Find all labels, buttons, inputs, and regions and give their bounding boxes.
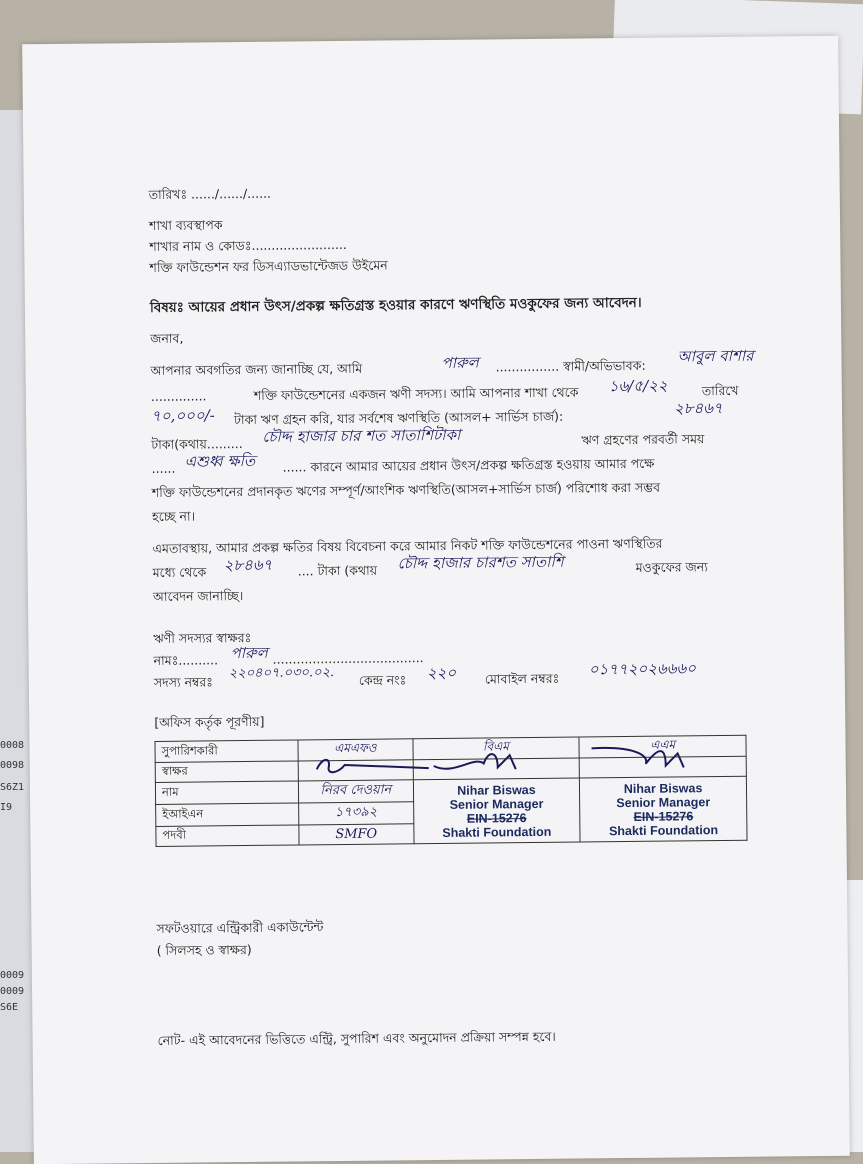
signature-mark bbox=[590, 743, 720, 774]
mfo-name: নিরব দেওয়ান bbox=[298, 780, 413, 803]
bm-stamp: Nihar Biswas Senior Manager EIN-15276 Shakti Foundation bbox=[413, 778, 580, 844]
mfo-ein: ১৭৩৯২ bbox=[299, 802, 414, 825]
am-signature bbox=[579, 756, 746, 778]
para1-line1-end: ................ স্বামী/অভিভাবক: bbox=[495, 357, 646, 375]
footer-note: নোট- এই আবেদনের ভিত্তিতে এন্ট্রি, সুপারিশ এবং অনুমোদন প্রক্রিয়া সম্পন্ন হবে। bbox=[157, 1028, 556, 1048]
col-header-bm: বিএম bbox=[413, 737, 580, 760]
para2-line1: এমতাবস্থায়, আমার প্রকল্প ক্ষতির বিষয় বিবেচনা করে আমার নিকট শক্তি ফাউন্ডেশনের পাওনা ঋণস্থিতির bbox=[152, 535, 663, 556]
handwritten-waive-words: চৌদ্দ হাজার চারশত সাতাশি bbox=[397, 552, 564, 573]
handwritten-center-number: ২২০ bbox=[426, 663, 457, 683]
handwritten-balance-words: চৌদ্দ হাজার চার শত সাতাশিটাকা bbox=[262, 425, 461, 446]
address-line-3: শক্তি ফাউন্ডেশন ফর ডিসএ্যাডভান্টেজড উইমেন bbox=[149, 257, 388, 275]
mfo-signature bbox=[298, 760, 413, 781]
accountant-line1: সফটওয়ারে এন্ট্রিকারী একাউন্টেন্ট bbox=[156, 919, 324, 936]
para1-line2-end: তারিখে bbox=[701, 382, 739, 399]
am-stamp: Nihar Biswas Senior Manager EIN-15276 Shakti Foundation bbox=[580, 776, 747, 842]
para1-line7: হচ্ছে না। bbox=[152, 508, 196, 524]
office-section-heading: [অফিস কর্তৃক পূরণীয়] bbox=[154, 713, 265, 730]
center-number-label: কেন্দ্র নংঃ bbox=[358, 672, 407, 688]
handwritten-member-name: পারুল bbox=[230, 643, 268, 663]
mfo-designation: SMFO bbox=[299, 824, 414, 845]
background-document-left: 0008 0098 S6Z1 I9 0009 0009 S6E bbox=[0, 110, 40, 1152]
para1-line6: শক্তি ফাউন্ডেশনের প্রদানকৃত ঋণের সম্পূর্ণ/আংশিক ঋণস্থিতি(আসল+সার্ভিস চার্জ) পরিশোধ করা সম্ভব bbox=[151, 479, 661, 500]
para1-line1-start: আপনার অবগতির জন্য জানাচ্ছি যে, আমি bbox=[150, 360, 363, 378]
signature-mark bbox=[423, 745, 553, 776]
member-name-dots: ...................................... bbox=[272, 650, 424, 667]
address-line-2: শাখার নাম ও কোডঃ........................ bbox=[149, 236, 347, 254]
date-line: তারিখঃ ....../....../...... bbox=[148, 185, 272, 202]
row-label-recommender: সুপারিশকারী bbox=[155, 740, 298, 762]
handwritten-balance: ২৮৪৬৭ bbox=[673, 398, 723, 418]
handwritten-applicant-name: পারুল bbox=[441, 353, 479, 372]
para1-line3-text: টাকা ঋণ গ্রহন করি, যার সর্বশেষ ঋণস্থিতি (আসল+ সার্ভিস চার্জ): bbox=[234, 408, 564, 428]
para2-line2-mid: .... টাকা (কথায় bbox=[297, 562, 378, 579]
col-header-mfo: এমএফও bbox=[298, 739, 413, 761]
para1-line5-text: ...... কারনে আমার আয়ের প্রধান উৎস/প্রকল্প ক্ষতিগ্রস্ত হওয়ায় আমার পক্ষে bbox=[282, 455, 655, 475]
handwritten-loan-amount: ৭০,০০০/- bbox=[150, 406, 215, 425]
subject-line: বিষয়ঃ আয়ের প্রধান উৎস/প্রকল্প ক্ষতিগ্রস্ত হওয়ার কারণে ঋণস্থিতি মওকুফের জন্য আবেদন। bbox=[149, 294, 642, 316]
mobile-number-label: মোবাইল নম্বরঃ bbox=[484, 670, 560, 687]
para2-line3: আবেদন জানাচ্ছি। bbox=[152, 588, 244, 604]
para2-line2-start: মধ্যে থেকে bbox=[152, 564, 207, 580]
accountant-line2: ( সিলসহ ও স্বাক্ষর) bbox=[156, 941, 252, 958]
bm-signature bbox=[413, 758, 580, 780]
para1-line4-start: টাকা(কথায়......... bbox=[151, 436, 243, 452]
para1-line2-text: শক্তি ফাউন্ডেশনের একজন ঋণী সদস্য। আমি আপনার শাখা থেকে bbox=[253, 384, 579, 403]
handwritten-waive-amount: ২৮৪৬৭ bbox=[223, 555, 273, 575]
handwritten-member-number: ২২০৪০৭.০৩০.০২. bbox=[228, 665, 335, 682]
row-label-name: নাম bbox=[155, 781, 298, 804]
para1-line2-dots: .............. bbox=[150, 388, 207, 404]
salutation: জনাব, bbox=[150, 330, 184, 346]
para2-line2-end: মওকুফের জন্য bbox=[635, 559, 708, 575]
member-number-label: সদস্য নম্বরঃ bbox=[153, 674, 213, 690]
member-name-label: নামঃ.......... bbox=[153, 652, 219, 668]
para1-line4-end: ঋণ গ্রহণের পরবর্তী সময় bbox=[581, 431, 705, 448]
office-table bbox=[154, 735, 747, 847]
handwritten-guardian-name: আবুল বাশার bbox=[677, 346, 754, 366]
row-label-ein: ইআইএন bbox=[156, 803, 299, 826]
handwritten-reason: এশুধ্ব ক্ষতি bbox=[184, 451, 256, 471]
col-header-am: এএম bbox=[579, 735, 746, 758]
handwritten-loan-date: ১৬/৫/২২ bbox=[608, 376, 668, 396]
row-label-signature: স্বাক্ষর bbox=[155, 761, 298, 782]
para1-line5-dots: ...... bbox=[151, 460, 176, 476]
address-line-1: শাখা ব্যবস্থাপক bbox=[148, 217, 223, 233]
row-label-designation: পদবী bbox=[156, 825, 299, 846]
member-signature-label: ঋণী সদস্যর স্বাক্ষরঃ bbox=[153, 629, 252, 646]
handwritten-mobile-number: ০১৭৭২০২৬৬৬০ bbox=[588, 659, 697, 679]
application-form-sheet bbox=[22, 36, 850, 1164]
